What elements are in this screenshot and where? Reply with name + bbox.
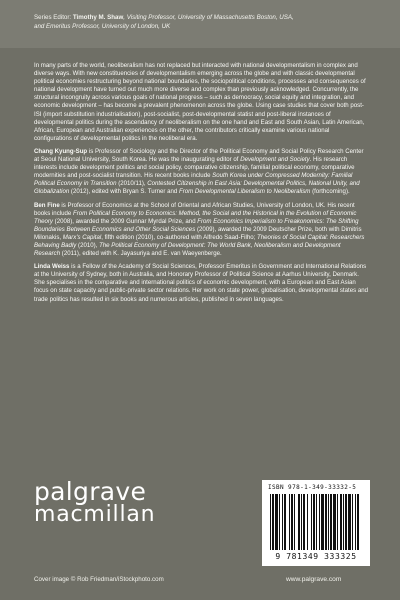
series-editor-line2: and Emeritus Professor, University of London, UK	[34, 22, 171, 30]
bio-chang-name: Chang Kyung-Sup	[34, 147, 88, 155]
barcode-bar	[298, 494, 300, 550]
bio-title: From Developmental Liberalism to Neoliberalism	[178, 188, 311, 196]
bio-title: Contested Citizenship in East Asia: Developmental Politics, National Unity, and Globalization	[34, 180, 360, 196]
palgrave-macmillan-logo	[34, 477, 194, 527]
barcode-bars	[270, 494, 362, 552]
series-editor-name: Timothy M. Shaw	[72, 14, 124, 21]
barcode-bar	[343, 494, 344, 550]
bio-text: (2008), awarded the 2009 Gunnar Myrdal Prize, and	[52, 217, 198, 225]
logo-line-macmillan: macmillan	[34, 502, 156, 527]
bio-text: , fifth edition (2010), co-authored with Alfredo Saad-Filho;	[101, 233, 258, 241]
barcode-bar	[316, 494, 317, 550]
bio-text: (2009), awarded the 2009 Deutscher Prize, both with Dimitris Milonakis,	[34, 225, 362, 241]
barcode-bar	[357, 494, 359, 550]
bio-title: Development and Society	[240, 156, 310, 164]
barcode-bar	[303, 494, 305, 550]
barcode-panel	[262, 480, 370, 566]
bio-text: . His research interests include development politics and social policy, comparative citizenship, familial political economy, comparative modernities and post-socialist transition. His recent books include	[34, 156, 355, 180]
barcode-bar	[301, 494, 302, 550]
barcode-bar	[319, 494, 320, 550]
barcode-bar	[294, 494, 295, 550]
barcode-bar	[272, 494, 274, 550]
bio-title: From Political Economy to Economics: Method, the Social and the Historical in the Evolution of Economic Theory	[34, 209, 357, 225]
series-editor-prefix: Series Editor:	[34, 14, 73, 21]
barcode-bar	[321, 494, 324, 550]
bio-text: (2011), edited with K. Jayasuriya and E. van Waeyenberge.	[60, 250, 222, 258]
barcode-bar	[270, 494, 271, 550]
barcode-bar	[282, 494, 283, 550]
bio-text: (forthcoming).	[310, 188, 350, 196]
barcode-bar	[275, 494, 278, 550]
barcode-bar	[313, 494, 315, 550]
bio-fine	[34, 202, 368, 259]
barcode-bar	[307, 494, 308, 550]
barcode-bar	[311, 494, 312, 550]
barcode-bar	[355, 494, 356, 550]
barcode-bar	[291, 494, 293, 550]
barcode-bar	[289, 494, 290, 550]
barcode-digits: 9 781349 333325	[275, 552, 357, 561]
barcode-bar	[352, 494, 353, 550]
barcode-bar	[328, 494, 329, 550]
logo-line-palgrave: palgrave	[34, 477, 147, 506]
barcode-bar	[325, 494, 327, 550]
barcode-bar	[345, 494, 347, 550]
series-editor-credit	[34, 14, 384, 31]
bio-fine-name: Ben Fine	[34, 201, 60, 209]
bio-text: (2010),	[76, 241, 100, 249]
series-editor-line1: , Visiting Professor, University of Massachusetts Boston, USA,	[123, 14, 294, 21]
barcode-bar	[279, 494, 280, 550]
bio-title: Theories of Social Capital: Researchers Behaving Badly	[34, 233, 365, 249]
bio-weiss	[34, 263, 368, 303]
barcode-bar	[284, 494, 286, 550]
barcode-bar	[337, 494, 338, 550]
barcode-bar	[333, 494, 336, 550]
bio-text: is a Fellow of the Academy of Social Sciences, Professor Emeritus in Government and International Relations at the University of Sydney, both in Australia, and Honorary Professor of Political Science at Aarhus University, Denmark. She specialises in the comparative and international politics of economic development, with a European and East Asian focus on state capacity and public-private sector relations. Her work on state power, globalisation, developmental states and trade politics has resulted in six books and numerous articles, published in seven languages.	[34, 263, 368, 303]
barcode-bar	[340, 494, 342, 550]
bio-title: South Korea under Compressed Modernity: Familial Political Economy in Transition	[34, 172, 353, 188]
cover-image-credit: Cover image © Rob Friedman/iStockphoto.com	[34, 576, 164, 583]
bio-title: From Economics Imperialism to Freakonomics: The Shifting Boundaries Between Economics and Other Social Sciences	[34, 217, 359, 233]
blurb-paragraph: In many parts of the world, neoliberalism has not replaced but interacted with national developmentalism in complex and diverse ways. With new constituencies of developmentalism emerging across the globe and with classic developmental political economies restructuring beyond national boundaries, the sociopolitical conditions, processes and consequences of national development have turned out much more diverse and complex than previously acknowledged. Concurrently, the structural incongruity across various goals of national progress – such as democracy, social equity and integration, and economic development – has become a prevalent phenomenon across the globe. Using case studies that cover both post-ISI (import substitution industrialisation), post-socialist, post-developmental statist and post-liberal instances of developmental politics during the ascendancy of neoliberalism on the one hand and East and South Asian, Latin American, African, European and Australian experiences on the other, the contributors critically examine various national configurations of developmental politics in the neoliberal era.	[34, 62, 366, 142]
bio-text: (2010/11),	[116, 180, 148, 188]
bio-title: The Political Economy of Development: The World Bank, Neoliberalism and Development Research	[34, 241, 341, 258]
barcode-bar	[330, 494, 332, 550]
bio-title: Marx's Capital	[62, 233, 102, 241]
barcode-bar	[348, 494, 351, 550]
bio-text: is Professor of Sociology and the Director of the Political Economy and Social Policy Research Center at Seoul National University, South Korea. He was the inaugurating editor of	[34, 147, 364, 164]
website-link[interactable]: www.palgrave.com	[286, 576, 342, 583]
bio-weiss-name: Linda Weiss	[34, 263, 70, 271]
bio-text: (2012), edited with Bryan S. Turner and	[69, 188, 179, 196]
bio-chang	[34, 148, 368, 197]
isbn-label: ISBN 978-1-349-33332-5	[268, 484, 357, 491]
back-cover-text	[34, 62, 368, 309]
bio-text: is Professor of Economics at the School of Oriental and African Studies, University of London, UK. His recent books include	[34, 201, 355, 217]
